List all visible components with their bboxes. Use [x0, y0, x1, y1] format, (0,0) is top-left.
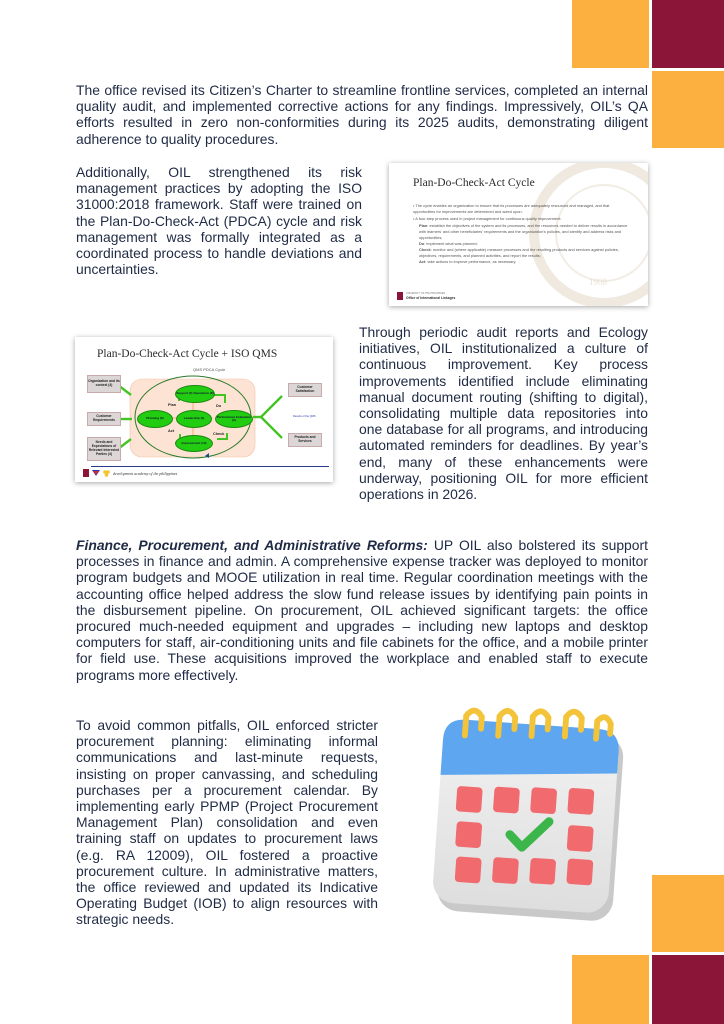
step-text: : take actions to improve performance, as necessary.	[425, 259, 517, 264]
dap-footer-text: development academy of the philippines	[113, 470, 178, 476]
corner-block-maroon-bottom	[652, 955, 724, 1024]
corner-block-orange-top-right	[652, 71, 724, 148]
slide1-step	[413, 259, 628, 265]
step-text: : implement what was planned;	[424, 241, 478, 246]
step-term: Check	[419, 247, 431, 252]
slide2-footer	[83, 469, 177, 477]
footer-office: Office of International Linkages	[406, 296, 456, 300]
node-planning: Planning (6)	[137, 410, 173, 428]
slide1-footer-text	[406, 292, 455, 300]
up-logo-icon	[83, 469, 89, 477]
results-label: Results of the QMS	[293, 415, 316, 418]
step-text: : establish the objectives of the system and its processes, and the resources needed to deliver results in accordance with learners' and other beneficiaries' requirements and the organization's policies, and identify and address risks and opportunities;	[419, 223, 628, 240]
corner-block-maroon-top	[652, 0, 724, 68]
step-term: Do	[419, 241, 425, 246]
slide-image-pdca-cycle	[389, 163, 648, 306]
slide1-step	[413, 223, 628, 241]
input-box-customer-requirements: Customer Requirements	[87, 412, 121, 426]
step-term: Plan	[419, 223, 428, 228]
input-box-context: Organization and its context (4)	[87, 375, 121, 393]
corner-block-orange-top-left	[572, 0, 649, 68]
input-box-interested-parties: Needs and Expectations of Relevant Interested Parties (4)	[87, 437, 121, 461]
up-logo-icon	[397, 292, 403, 300]
slide1-bullet: • The cycle enables an organization to ensure that its processes are adequately resourced and managed, and that opportunities for improvements are determined and acted upon.	[413, 203, 610, 214]
slide-image-pdca-iso-qms	[75, 337, 333, 482]
section-heading-finance: Finance, Procurement, and Administrative Reforms:	[76, 537, 428, 553]
slide2-footer-rule	[91, 466, 329, 467]
watermark-year: 1908	[589, 277, 607, 287]
corner-block-orange-bottom-left	[572, 955, 649, 1024]
node-performance-evaluation: Performance Evaluation (9)	[215, 410, 253, 428]
dap-logo-icon	[103, 470, 110, 477]
node-leadership: Leadership (5)	[176, 410, 212, 428]
phase-check: Check	[213, 432, 225, 436]
calendar-check-icon	[418, 703, 643, 928]
paragraph-finance-body: UP OIL also bolstered its support processes in finance and admin. A comprehensive expense tracker was deployed to monitor program budgets and MOOE utilization in real time. Regular coordination meetings with the accounting office helped address the slow fund release issues by identifying pain points in the disbursement pipeline. On procurement, OIL achieved significant targets: the office procured much-needed equipment and upgrades – including new laptops and desktop computers for staff, air-conditioning units and file cabinets for the office, and a mobile printer for field use. These acquisitions improved the workplace and enabled staff to execute programs more effectively.	[76, 537, 648, 683]
node-improvement: Improvement (10)	[175, 435, 213, 452]
output-box-customer-satisfaction: Customer Satisfaction	[288, 383, 322, 397]
slide2-title: Plan-Do-Check-Act Cycle + ISO QMS	[97, 348, 278, 360]
output-box-products-services: Products and Services	[288, 433, 322, 447]
slide1-title: Plan-Do-Check-Act Cycle	[413, 177, 535, 189]
corner-block-orange-bottom-right	[652, 875, 724, 952]
slide2-subtitle: QMS PDCA Cycle	[193, 367, 226, 372]
paragraph-risk-management: Additionally, OIL strengthened its risk management practices by adopting the ISO 31000:2018 framework. Staff were trained on the Plan-Do-Check-Act (PDCA) cycle and risk management was formally integrated as a coordinated process to handle deviations and uncertainties.	[76, 164, 362, 278]
philippine-seal-icon	[92, 470, 100, 476]
step-term: Act	[419, 259, 426, 264]
paragraph-continuous-improvement: Through periodic audit reports and Ecology initiatives, OIL institutionalized a culture of continuous improvement. Key process improvements identified include eliminating manual document routing (shifting to digital), consolidating multiple data repositories into one database for all programs, and introducing automated reminders for deadlines. By year’s end, many of these enhancements were underway, positioning OIL for more efficient operations in 2026.	[359, 324, 648, 503]
slide1-body	[413, 203, 628, 265]
slide1-bullet: • A four-step process used in project management for continuous quality improvement:	[413, 216, 562, 221]
phase-do: Do	[216, 404, 222, 408]
paragraph-quality-audit: The office revised its Citizen’s Charter to streamline frontline services, completed an internal quality audit, and implemented corrective actions for any findings. Impressively, OIL’s QA efforts resulted in zero non-conformities during its 2025 audits, demonstrating diligent adherence to quality procedures.	[76, 82, 648, 147]
footer-university: UNIVERSITY OF THE PHILIPPINES	[406, 292, 446, 295]
slide1-step	[413, 247, 628, 259]
phase-act: Act	[168, 429, 175, 433]
node-support-operations: Support (7) Operations (8)	[175, 385, 215, 403]
paragraph-finance-procurement	[76, 537, 648, 683]
slide1-footer	[397, 292, 455, 300]
step-text: : monitor and (where applicable) measure processes and the resulting products and services against policies, objectives, requirements, and planned activities, and report the results;	[419, 247, 619, 258]
phase-plan: Plan	[168, 403, 177, 407]
paragraph-procurement-planning: To avoid common pitfalls, OIL enforced stricter procurement planning: eliminating informal communications and last-minute requests, insisting on proper canvassing, and scheduling purchases per a procurement calendar. By implementing early PPMP (Project Procurement Management Plan) consolidation and even training staff on updates to procurement laws (e.g. RA 12009), OIL fostered a proactive procurement culture. In administrative matters, the office reviewed and updated its Indicative Operating Budget (IOB) to align resources with strategic needs.	[76, 717, 378, 928]
